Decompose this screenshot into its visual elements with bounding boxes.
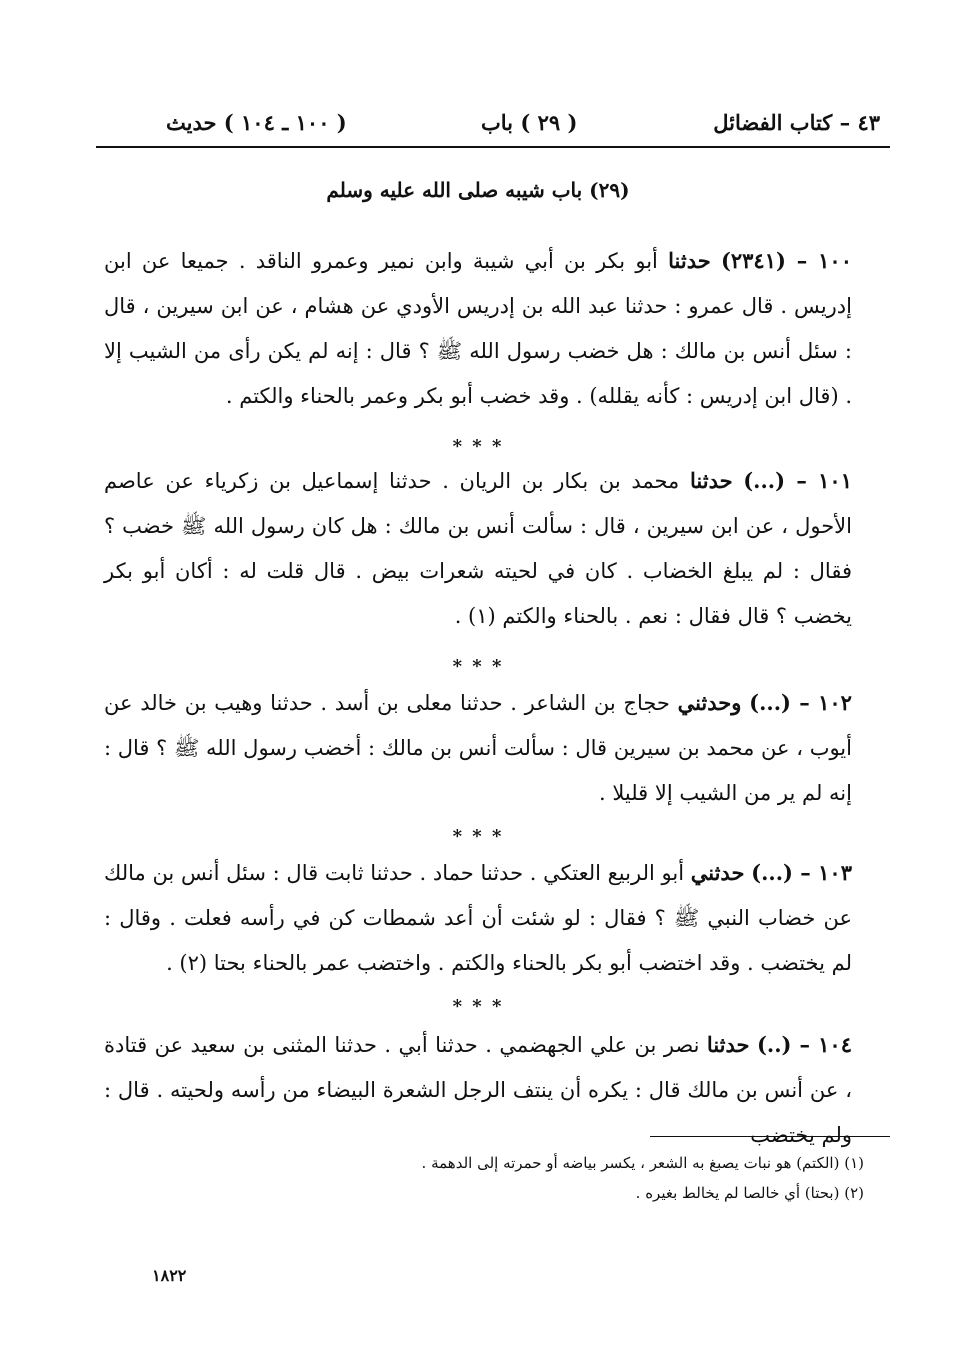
hadith-100 [104,238,852,419]
narration-marker: حدثني [690,860,745,885]
hadith-text: أبو بكر بن أبي شيبة وابن نمير وعمرو الناقد . جميعا عن ابن إدريس . قال عمرو : حدثنا عبد الله بن إدريس الأودي عن هشام ، عن ابن سيرين ، قال : سئل أنس بن مالك : هل خضب رسول الله ﷺ ؟ قال : إنه لم يكن رأى من الشيب إلا . (قال ابن إدريس : كأنه يقلله) . وقد خضب أبو بكر وعمر بالحناء والكتم . [104,249,852,408]
hadith-number: ١٠٣ – (...) [751,860,852,885]
footnote-1: (١) (الكتم) هو نبات يصبغ به الشعر ، يكسر بياضه أو حمرته إلى الدهمة . [421,1154,864,1172]
hadith-number: ١٠٠ – (٢٣٤١) [720,248,852,273]
footnote-2: (٢) (بحتا) أي خالصا لم يخالط بغيره . [635,1184,864,1202]
hadith-101 [104,458,852,639]
header-rule [96,146,890,148]
chapter-label: ( ٢٩ ) باب [481,110,578,135]
page-number: ١٨٢٢ [152,1266,187,1285]
narration-marker: وحدثني [677,690,742,715]
hadith-103 [104,850,852,986]
separator-stars: * * * [452,996,504,1017]
footnote-rule [650,1136,890,1137]
hadith-102 [104,680,852,816]
hadith-text: أبو الربيع العتكي . حدثنا حماد . حدثنا ثابت قال : سئل أنس بن مالك عن خضاب النبي ﷺ ؟ فقال : لو شئت أن أعد شمطات كن في رأسه فعلت . وقال : لم يختضب . وقد اختضب أبو بكر بالحناء والكتم . واختضب عمر بالحناء بحتا (٢) . [104,861,852,975]
hadith-text: نصر بن علي الجهضمي . حدثنا أبي . حدثنا المثنى بن سعيد عن قتادة ، عن أنس بن مالك قال : يكره أن ينتف الرجل الشعرة البيضاء من رأسه ولحيته . قال : ولم يختضب [104,1033,852,1147]
hadith-number: ١٠١ – (...) [743,468,852,493]
hadith-number: ١٠٢ – (...) [749,690,852,715]
footnotes [300,1148,864,1208]
narration-marker: حدثنا [668,248,711,273]
narration-marker: حدثنا [706,1032,750,1057]
narration-marker: حدثنا [689,468,733,493]
hadith-number: ١٠٤ – (..) [756,1032,852,1057]
separator-stars: * * * [452,656,504,677]
hadith-104 [104,1022,852,1158]
separator-stars: * * * [452,436,504,457]
hadith-text: محمد بن بكار بن الريان . حدثنا إسماعيل بن زكرياء عن عاصم الأحول ، عن ابن سيرين ، قال : سألت أنس بن مالك : هل كان رسول الله ﷺ خضب ؟ فقال : لم يبلغ الخضاب . كان في لحيته شعرات بيض . قال قلت له : أكان أبو بكر يخضب ؟ قال فقال : نعم . بالحناء والكتم (١) . [104,469,852,628]
hadith-range: ( ١٠٠ ـ ١٠٤ ) حديث [166,110,347,135]
separator-stars: * * * [452,826,504,847]
chapter-title: (٢٩) باب شيبه صلى الله عليه وسلم [326,178,630,202]
book-title: ٤٣ – كتاب الفضائل [713,110,880,135]
hadith-text: حجاج بن الشاعر . حدثنا معلى بن أسد . حدثنا وهيب بن خالد عن أيوب ، عن محمد بن سيرين قال : سألت أنس بن مالك : أخضب رسول الله ﷺ ؟ قال : إنه لم ير من الشيب إلا قليلا . [104,691,852,805]
running-header [96,106,890,146]
